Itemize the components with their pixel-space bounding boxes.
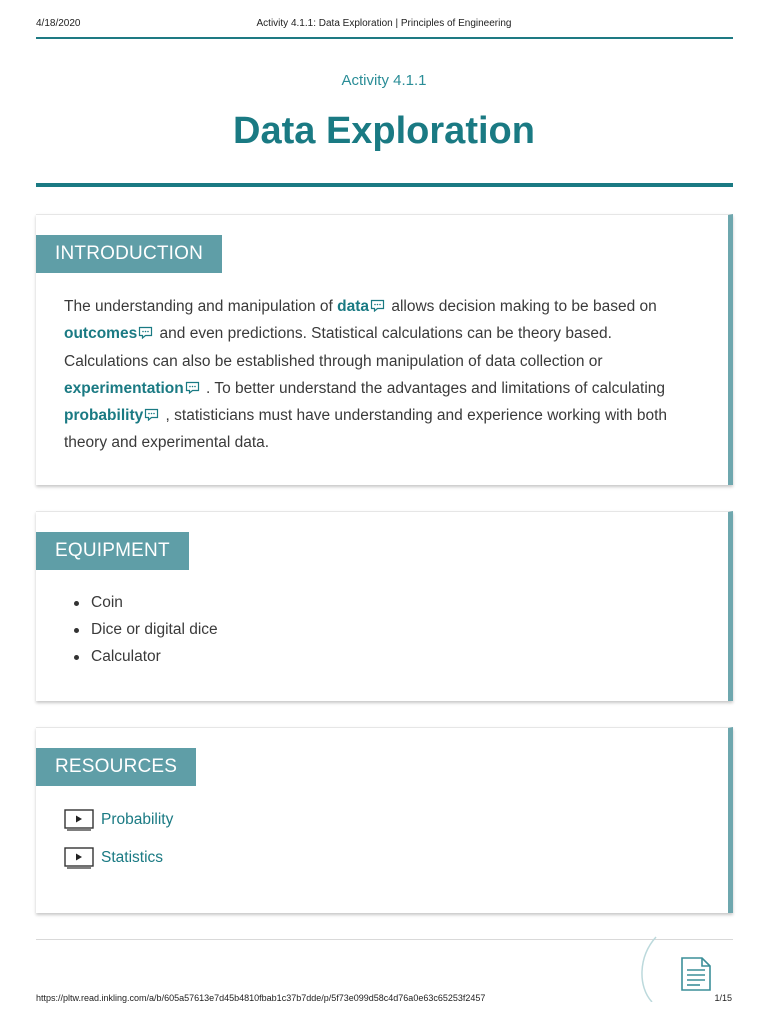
glossary-term-outcomes[interactable]: outcomes	[64, 325, 138, 343]
introduction-section	[36, 214, 733, 485]
list-item	[68, 619, 218, 646]
glossary-term-experimentation[interactable]: experimentation	[64, 379, 184, 397]
video-icon	[64, 847, 94, 869]
bullet-icon	[74, 628, 79, 633]
resources-heading: RESOURCES	[36, 748, 196, 786]
intro-text-part: . To better understand the advantages and limitations of calculating	[201, 379, 666, 397]
glossary-note-icon[interactable]	[138, 326, 153, 339]
title-divider	[36, 183, 733, 187]
intro-text-part: , statisticians must have understanding and experience working with both theory and experimental data.	[64, 407, 667, 452]
page-number: 1/15	[714, 993, 732, 1003]
intro-text-part: The understanding and manipulation of	[64, 298, 338, 315]
equipment-section	[36, 511, 733, 701]
resource-link-statistics[interactable]	[64, 846, 163, 870]
document-icon[interactable]	[678, 955, 714, 991]
header-divider	[36, 37, 733, 39]
page-title: Data Exploration	[233, 110, 535, 152]
resources-section	[36, 727, 733, 913]
video-icon	[64, 809, 94, 831]
resource-link-label[interactable]: Statistics	[101, 849, 164, 866]
resource-link-probability[interactable]	[64, 808, 173, 832]
glossary-note-icon[interactable]	[144, 408, 159, 421]
introduction-heading: INTRODUCTION	[36, 235, 222, 273]
glossary-term-data[interactable]: data	[337, 298, 370, 315]
intro-text-part: and even predictions. Statistical calculations can be theory based. Calculations can also be established through manipulation of data collection or	[64, 325, 612, 370]
bullet-icon	[74, 601, 79, 606]
activity-label: Activity 4.1.1	[341, 72, 427, 89]
bottom-divider	[36, 939, 733, 940]
equipment-heading: EQUIPMENT	[36, 532, 189, 570]
equipment-list	[68, 592, 218, 673]
print-date: 4/18/2020	[36, 18, 81, 29]
equipment-item-label: Coin	[91, 594, 123, 611]
list-item	[68, 592, 218, 619]
bullet-icon	[74, 655, 79, 660]
glossary-term-probability[interactable]: probability	[64, 407, 144, 425]
glossary-note-icon[interactable]	[185, 381, 200, 394]
glossary-note-icon[interactable]	[370, 299, 385, 312]
list-item	[68, 646, 218, 673]
resource-link-label[interactable]: Probability	[101, 811, 174, 828]
equipment-item-label: Dice or digital dice	[91, 621, 218, 638]
print-doc-title: Activity 4.1.1: Data Exploration | Principles of Engineering	[256, 18, 512, 29]
equipment-item-label: Calculator	[91, 648, 161, 665]
introduction-text	[64, 293, 696, 457]
print-url: https://pltw.read.inkling.com/a/b/605a57613e7d45b4810fbab1c37b7dde/p/5f73e099d58c4d76a0e63c65253f2457	[36, 993, 486, 1003]
intro-text-part: allows decision making to be based on	[387, 298, 657, 315]
